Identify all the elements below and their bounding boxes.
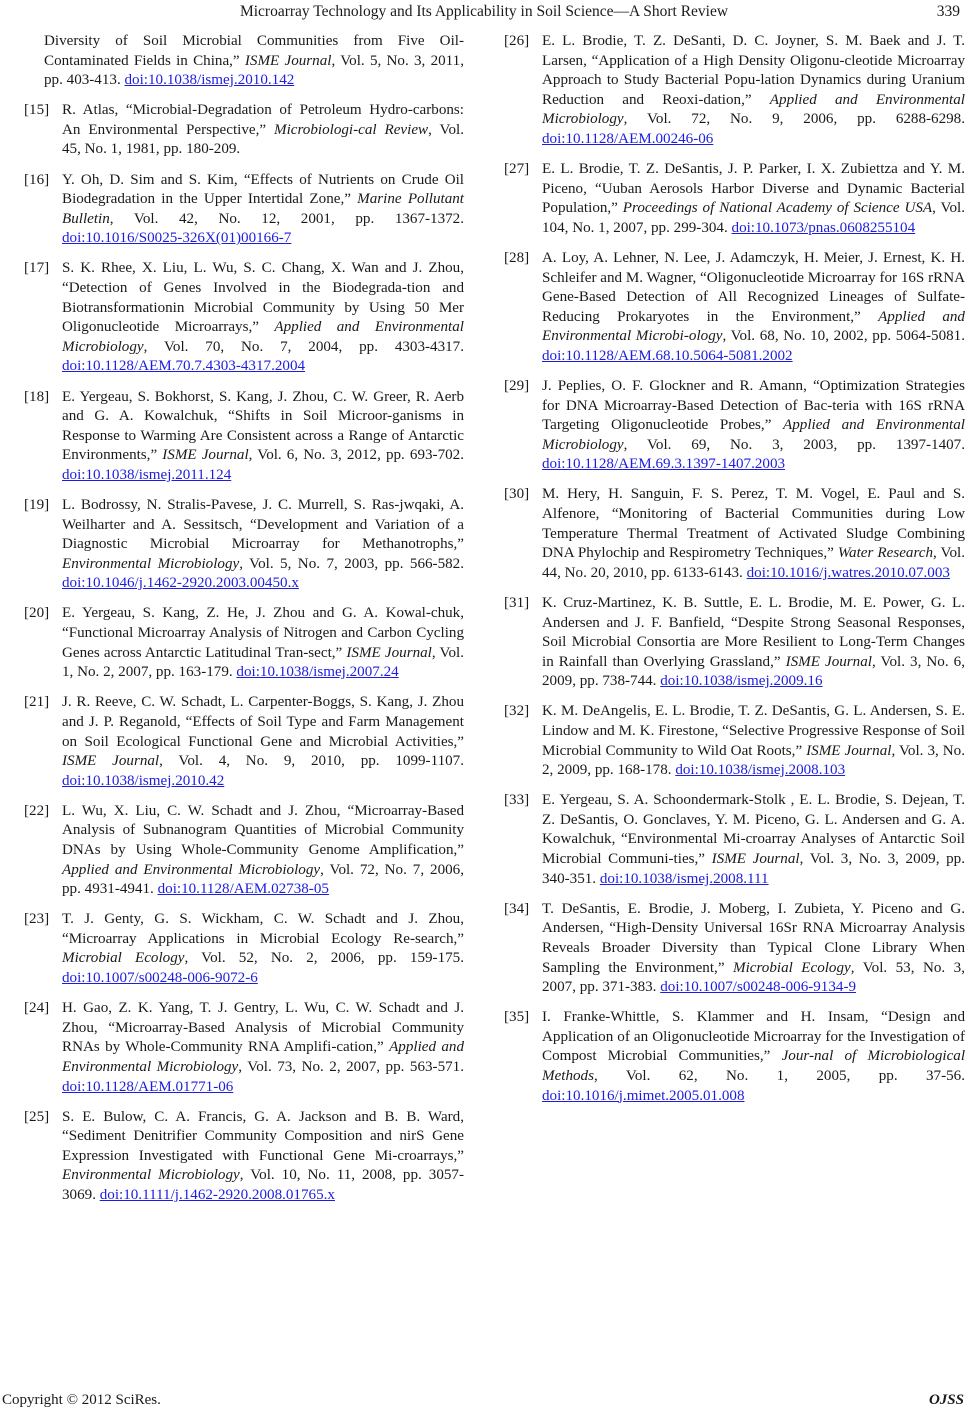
- doi-link[interactable]: doi:10.1038/ismej.2010.142: [124, 72, 295, 89]
- reference-entry: [504, 594, 965, 692]
- reference-details: , Vol. 72, No. 7, 2006, pp. 4931-4941.: [62, 861, 464, 898]
- doi-link[interactable]: doi:10.1038/ismej.2011.124: [62, 466, 232, 483]
- doi-link[interactable]: doi:10.1128/AEM.69.3.1397-1407.2003: [542, 456, 786, 473]
- doi-link[interactable]: doi:10.1128/AEM.01771-06: [62, 1078, 234, 1095]
- reference-number: [15]: [24, 102, 50, 119]
- reference-number: [26]: [504, 33, 530, 49]
- journal-name: Applied and Environmental Microbiology: [62, 1039, 464, 1075]
- doi-link[interactable]: doi:10.1128/AEM.70.7.4303-4317.2004: [62, 358, 306, 375]
- page-number: 339: [936, 3, 960, 20]
- journal-name: Applied and Environmental Microbi-ology: [542, 308, 965, 345]
- journal-name: Marine Pollutant Bulletin: [62, 191, 465, 227]
- journal-name: ISME Journal: [785, 653, 872, 670]
- reference-details: , Vol. 3, No. 6, 2009, pp. 738-744.: [542, 653, 965, 690]
- doi-link[interactable]: doi:10.1038/ismej.2008.111: [599, 870, 769, 887]
- reference-entry: [24, 910, 464, 988]
- page-header: [0, 0, 968, 24]
- doi-link[interactable]: doi:10.1007/s00248-006-9134-9: [660, 979, 857, 996]
- journal-name: Microbial Ecology: [733, 959, 851, 976]
- reference-text: M. Hery, H. Sanguin, F. S. Perez, T. M. Vogel, E. Paul and S. Alfenore, “Monitoring of Bacterial Communities during Low Temperature Thermal Treatment of Activated Sludge Combining DNA Phylochip and Respirometry Techniques,”: [542, 486, 965, 562]
- doi-link[interactable]: doi:10.1016/S0025-326X(01)00166-7: [62, 230, 292, 247]
- reference-details: , Vol. 53, No. 3, 2007, pp. 371-383.: [542, 959, 965, 996]
- journal-name: ISME Journal: [711, 851, 800, 868]
- journal-name: Applied and Environmental Microbiology: [62, 319, 464, 355]
- doi-link[interactable]: doi:10.1046/j.1462-2920.2003.00450.x: [62, 575, 299, 592]
- reference-details: , Vol. 5, No. 7, 2003, pp. 566-582.: [239, 555, 464, 572]
- reference-entry: [504, 791, 965, 889]
- reference-number: [25]: [24, 1108, 50, 1125]
- reference-number: [27]: [504, 161, 530, 178]
- journal-name: Jour-nal of Microbiological Methods: [542, 1048, 966, 1084]
- reference-number: [20]: [24, 605, 50, 622]
- page-footer: [0, 1390, 968, 1412]
- reference-number: [33]: [504, 792, 530, 809]
- reference-entry: [24, 604, 464, 682]
- reference-details: , Vol. 10, No. 11, 2008, pp. 3057-3069.: [62, 1167, 464, 1203]
- doi-link[interactable]: doi:10.1038/ismej.2007.24: [236, 664, 399, 681]
- reference-text: E. Yergeau, S. Kang, Z. He, J. Zhou and G. A. Kowal-chuk, “Functional Microarray Analysis of Nitrogen and Carbon Cycling Genes across Antarctic Latitudinal Tran-sect,”: [62, 605, 464, 661]
- doi-link[interactable]: doi:10.1016/j.watres.2010.07.003: [746, 564, 950, 581]
- reference-number: [19]: [24, 496, 50, 513]
- doi-link[interactable]: doi:10.1007/s00248-006-9072-6: [62, 970, 258, 987]
- reference-entry: [24, 388, 464, 486]
- reference-text: J. Peplies, O. F. Glockner and R. Amann, “Optimization Strategies for DNA Microarray-Based Detection of Bac-teria with 16S rRNA Targeting Oligonucleotide Probes,”: [542, 378, 965, 434]
- reference-text: E. Yergeau, S. Bokhorst, S. Kang, J. Zhou, C. W. Greer, R. Aerb and G. A. Kowalchuk, “Shifts in Soil Microor-ganisms in Response to Warming Are Consistent across a Range of Antarctic Environments,”: [62, 388, 464, 464]
- journal-name: ISME Journal: [62, 753, 160, 770]
- reference-text: Y. Oh, D. Sim and S. Kim, “Effects of Nutrients on Crude Oil Biodegradation in the Upper Intertidal Zone,”: [62, 171, 464, 208]
- journal-name: Applied and Environmental Microbiology: [542, 91, 965, 128]
- reference-number: [21]: [24, 694, 50, 711]
- reference-text: J. R. Reeve, C. W. Schadt, L. Carpenter-Boggs, S. Kang, J. Zhou and J. P. Reganold, “Effects of Soil Type and Farm Management on Soil Ecological Functional Gene and Microbial Activities,”: [62, 694, 464, 750]
- journal-name: Microbiologi-cal Review: [274, 121, 429, 138]
- reference-text: E. L. Brodie, T. Z. DeSanti, D. C. Joyner, S. M. Baek and J. T. Larsen, “Application of a High Density Oligonu-cleotide Microarray Approach to Study Bacterial Popu-lation Dynamics during Uranium Reduction and Reoxi-dation,”: [542, 33, 965, 108]
- reference-entry: [24, 259, 464, 377]
- running-title: Microarray Technology and Its Applicability in Soil Science—A Short Review: [239, 3, 729, 20]
- reference-details: , Vol. 44, No. 20, 2010, pp. 6133-6143.: [542, 545, 965, 581]
- reference-details: , Vol. 72, No. 9, 2006, pp. 6288-6298.: [623, 111, 965, 128]
- doi-link[interactable]: doi:10.1038/ismej.2008.103: [675, 762, 846, 779]
- reference-entry: [24, 101, 464, 160]
- reference-text: K. Cruz-Martinez, K. B. Suttle, E. L. Brodie, M. E. Power, G. L. Andersen and J. F. Banfield, “Despite Strong Seasonal Responses, Soil Microbial Consortia are More Resilient to Long-Term Changes in Rainfall than Overlying Grassland,”: [542, 594, 965, 670]
- reference-entry: [504, 249, 965, 367]
- reference-text: A. Loy, A. Lehner, N. Lee, J. Adamczyk, H. Meier, J. Ernest, K. H. Schleifer and M. Wagner, “Oligonucleotide Microarray for 16S rRNA Gene-Based Detection of All Recognized Lineages of Sulfate-Reducing Prokaryotes in the Environment,”: [542, 249, 965, 325]
- reference-number: [35]: [504, 1009, 530, 1026]
- doi-link[interactable]: doi:10.1073/pnas.0608255104: [731, 219, 916, 236]
- journal-name: ISME Journal: [244, 52, 332, 69]
- references-right-column: [504, 32, 965, 1117]
- copyright-notice: Copyright © 2012 SciRes.: [2, 1392, 161, 1408]
- journal-name: Environmental Microbiology: [62, 555, 240, 572]
- journal-name: ISME Journal: [806, 742, 892, 759]
- reference-number: [18]: [24, 388, 50, 405]
- reference-entry: [504, 1008, 965, 1106]
- journal-name: Applied and Environmental Microbiology: [542, 417, 965, 453]
- reference-text: H. Gao, Z. K. Yang, T. J. Gentry, L. Wu, C. W. Schadt and J. Zhou, “Microarray-Based Analysis of Microbial Community RNAs by Whole-Community RNA Amplifi-cation,”: [62, 1000, 464, 1056]
- reference-number: [16]: [24, 171, 50, 188]
- reference-entry: [24, 32, 464, 91]
- reference-text: I. Franke-Whittle, S. Klammer and H. Insam, “Design and Application of an Oligonucleotide Microarray for the Investigation of Compost Microbial Communities,”: [542, 1009, 965, 1065]
- reference-text: T. DeSantis, E. Brodie, J. Moberg, I. Zubieta, Y. Piceno and G. Andersen, “High-Density Universal 16Sr RNA Microarray Analysis Reveals Broader Diversity than Typical Clone Library When Sampling the Environment,”: [542, 900, 965, 976]
- reference-details: , Vol. 5, No. 3, 2011, pp. 403-413.: [44, 52, 464, 89]
- doi-link[interactable]: doi:10.1128/AEM.02738-05: [157, 881, 329, 898]
- reference-entry: [24, 1108, 464, 1206]
- reference-entry: [24, 999, 464, 1097]
- reference-text: S. E. Bulow, C. A. Francis, G. A. Jackson and B. B. Ward, “Sediment Denitrifier Community Composition and nirS Gene Expression Investigated with Functional Gene Mi-croarrays,”: [62, 1108, 464, 1164]
- reference-number: [34]: [504, 900, 530, 917]
- doi-link[interactable]: doi:10.1128/AEM.68.10.5064-5081.2002: [542, 347, 793, 364]
- reference-number: [31]: [504, 594, 530, 611]
- reference-entry: [504, 377, 965, 475]
- doi-link[interactable]: doi:10.1038/ismej.2010.42: [62, 772, 225, 789]
- reference-entry: [24, 693, 464, 791]
- reference-details: , Vol. 45, No. 1, 1981, pp. 180-209.: [62, 121, 464, 158]
- reference-text: E. Yergeau, S. A. Schoondermark-Stolk , E. L. Brodie, S. Dejean, T. Z. DeSantis, O. Gonclaves, Y. M. Piceno, G. L. Andersen and G. A. Kowalchuk, “Environmental Mi-croarray Analyses of Antarctic Soil Microbial Communi-ties,”: [542, 792, 965, 868]
- reference-number: [29]: [504, 378, 530, 394]
- journal-name: ISME Journal: [162, 447, 249, 464]
- reference-number: [17]: [24, 260, 50, 277]
- journal-name: Proceedings of National Academy of Science USA: [622, 200, 933, 217]
- journal-name: Environmental Microbiology: [62, 1167, 240, 1184]
- references-left-column: [24, 32, 464, 1216]
- reference-text: T. J. Genty, G. S. Wickham, C. W. Schadt and J. Zhou, “Microarray Applications in Microbial Ecology Re-search,”: [62, 911, 464, 947]
- reference-details: , Vol. 1, No. 2, 2007, pp. 163-179.: [62, 644, 464, 681]
- doi-link[interactable]: doi:10.1128/AEM.00246-06: [542, 130, 714, 147]
- reference-details: , Vol. 3, No. 2, 2009, pp. 168-178.: [542, 742, 965, 779]
- journal-abbreviation: OJSS: [928, 1392, 964, 1408]
- reference-entry: [504, 160, 965, 238]
- reference-entry: [24, 171, 464, 249]
- reference-details: , Vol. 69, No. 3, 2003, pp. 1397-1407.: [623, 436, 965, 453]
- journal-name: Water Research: [837, 545, 933, 562]
- reference-number: [28]: [504, 249, 530, 266]
- reference-entry: [504, 485, 965, 583]
- doi-link[interactable]: doi:10.1038/ismej.2009.16: [660, 673, 823, 690]
- reference-text: L. Bodrossy, N. Stralis-Pavese, J. C. Murrell, S. Ras-jwqaki, A. Weilharter and A. Sessitsch, “Development and Variation of a Diagnostic Microbial Microarray for Methanotrophs,”: [62, 496, 464, 553]
- doi-link[interactable]: doi:10.1111/j.1462-2920.2008.01765.x: [99, 1186, 335, 1203]
- reference-text: R. Atlas, “Microbial-Degradation of Petroleum Hydro-carbons: An Environmental Perspective,”: [62, 102, 464, 138]
- reference-text: L. Wu, X. Liu, C. W. Schadt and J. Zhou, “Microarray-Based Analysis of Subnanogram Quantities of Microbial Community DNAs by Using Whole-Community Genome Amplification,”: [62, 802, 464, 858]
- reference-text: K. M. DeAngelis, E. L. Brodie, T. Z. DeSantis, G. L. Andersen, S. E. Lindow and M. K. Firestone, “Selective Progressive Response of Soil Microbial Community to Wild Oat Roots,”: [542, 703, 965, 759]
- reference-details: , Vol. 52, No. 2, 2006, pp. 159-175.: [184, 950, 464, 967]
- reference-details: , Vol. 6, No. 3, 2012, pp. 693-702.: [248, 447, 464, 464]
- reference-entry: [504, 702, 965, 780]
- reference-number: [30]: [504, 486, 530, 503]
- reference-details: , Vol. 70, No. 7, 2004, pp. 4303-4317.: [143, 338, 464, 355]
- journal-name: Microbial Ecology: [62, 950, 185, 967]
- reference-details: , Vol. 3, No. 3, 2009, pp. 340-351.: [542, 851, 965, 887]
- reference-number: [23]: [24, 911, 50, 928]
- reference-details: , Vol. 104, No. 1, 2007, pp. 299-304.: [542, 200, 966, 236]
- reference-text: E. L. Brodie, T. Z. DeSantis, J. P. Parker, I. X. Zubiettza and Y. M. Piceno, “Uuban Aerosols Harbor Diverse and Dynamic Bacterial Population,”: [542, 161, 965, 217]
- reference-entry: [504, 32, 965, 150]
- reference-details: , Vol. 62, No. 1, 2005, pp. 37-56.: [593, 1068, 965, 1084]
- reference-entry: [24, 802, 464, 900]
- reference-entry: [24, 496, 464, 594]
- journal-name: ISME Journal: [346, 644, 432, 661]
- reference-number: [22]: [24, 802, 50, 819]
- reference-details: , Vol. 73, No. 2, 2007, pp. 563-571.: [238, 1058, 464, 1075]
- reference-number: [32]: [504, 703, 530, 720]
- journal-name: Applied and Environmental Microbiology: [62, 861, 321, 878]
- doi-link[interactable]: doi:10.1016/j.mimet.2005.01.008: [542, 1087, 745, 1104]
- reference-text: Diversity of Soil Microbial Communities from Five Oil-Contaminated Fields in China,”: [44, 33, 464, 69]
- reference-number: [24]: [24, 1000, 50, 1017]
- reference-details: , Vol. 4, No. 9, 2010, pp. 1099-1107.: [159, 753, 464, 770]
- reference-details: , Vol. 68, No. 10, 2002, pp. 5064-5081.: [722, 328, 965, 345]
- reference-details: , Vol. 42, No. 12, 2001, pp. 1367-1372.: [109, 210, 464, 227]
- reference-text: S. K. Rhee, X. Liu, L. Wu, S. C. Chang, X. Wan and J. Zhou, “Detection of Genes Involved in the Biodegrada-tion and Biotransformationin Microbial Community by Using 50 Mer Oligonucleotide Microarrays,”: [62, 260, 464, 336]
- reference-entry: [504, 900, 965, 998]
